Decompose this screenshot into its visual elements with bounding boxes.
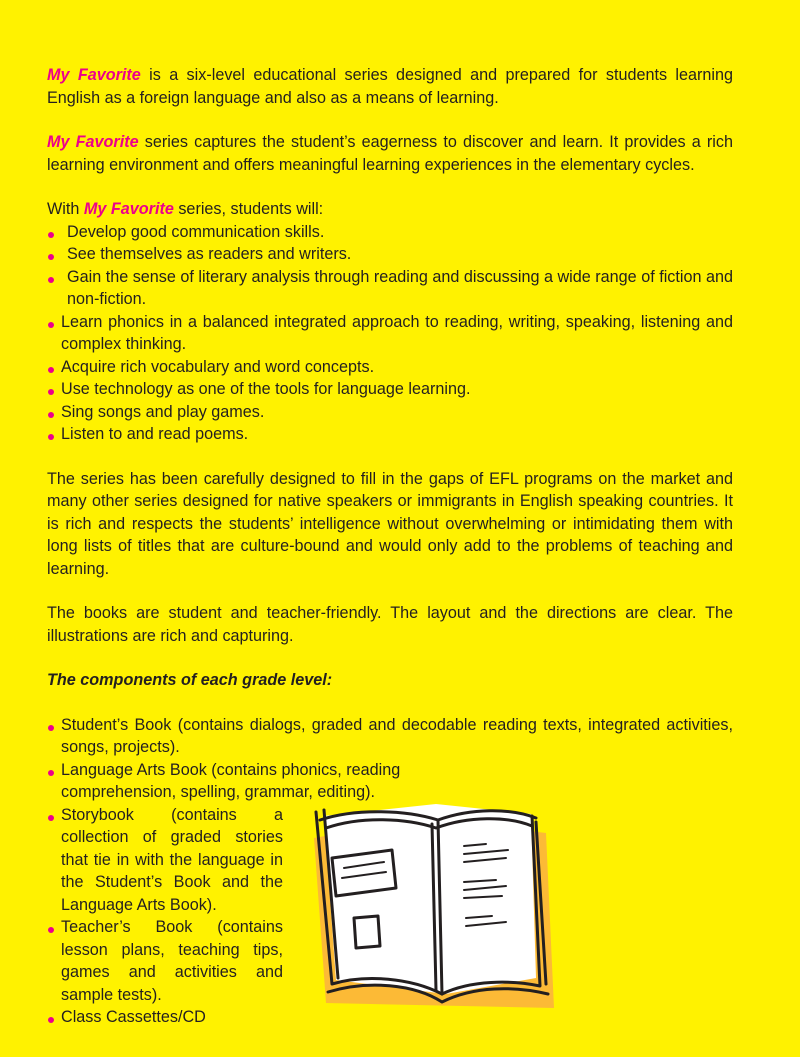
list-item bbox=[47, 759, 501, 804]
bullet-icon bbox=[48, 927, 54, 933]
list-item bbox=[47, 221, 733, 244]
bullet-icon bbox=[48, 232, 54, 238]
bullet-icon bbox=[48, 367, 54, 373]
open-book-illustration bbox=[296, 798, 556, 1018]
series-paragraph: The series has been carefully designed to fill in the gaps of EFL programs on the market and many other series designed for native speakers or immigrants in English speaking countries. It is rich and respects the students’ intelligence without overwhelming or intimidating them with long lists of titles that are culture-bound and would only add to the problems of teaching and learning. bbox=[47, 469, 733, 578]
bullet-icon bbox=[48, 725, 54, 731]
list-item-text: Listen to and read poems. bbox=[61, 425, 249, 443]
list-item bbox=[47, 356, 733, 379]
brand-name: My Favorite bbox=[83, 200, 174, 218]
list-item bbox=[47, 311, 733, 356]
list-item bbox=[47, 714, 733, 759]
benefits-intro bbox=[47, 198, 733, 221]
list-item-text: Class Cassettes/CD bbox=[61, 1008, 206, 1026]
brand-name: My Favorite bbox=[47, 133, 139, 151]
list-item bbox=[47, 916, 283, 1006]
bullet-icon bbox=[48, 254, 54, 260]
list-item bbox=[47, 266, 733, 311]
intro-paragraph-2 bbox=[47, 131, 733, 176]
brand-name: My Favorite bbox=[47, 66, 141, 84]
bullet-icon bbox=[48, 412, 54, 418]
list-item-text: See themselves as readers and writers. bbox=[67, 245, 352, 263]
list-item-text: Gain the sense of literary analysis through reading and discussing a wide range of fiction and non-fiction. bbox=[67, 267, 733, 308]
benefits-list bbox=[47, 221, 733, 446]
benefits-intro-prefix: With bbox=[47, 200, 84, 218]
list-item bbox=[47, 401, 733, 424]
intro-paragraph-2-text: series captures the student’s eagerness to discover and learn. It provides a rich learning environment and offers meaningful learning experiences in the elementary cycles. bbox=[47, 133, 733, 174]
list-item-text: Develop good communication skills. bbox=[67, 222, 325, 241]
list-item-text: Acquire rich vocabulary and word concepts. bbox=[61, 357, 375, 376]
books-paragraph: The books are student and teacher-friendly. The layout and the directions are clear. The illustrations are rich and capturing. bbox=[47, 604, 733, 645]
bullet-icon bbox=[48, 815, 54, 821]
bullet-icon bbox=[48, 434, 54, 440]
list-item-text: Teacher’s Book (contains lesson plans, teaching tips, games and activities and sample tests). bbox=[61, 918, 283, 1004]
bullet-icon bbox=[48, 277, 54, 283]
list-item-text: Sing songs and play games. bbox=[61, 402, 265, 421]
book-white-fill bbox=[324, 804, 536, 994]
list-item bbox=[47, 243, 733, 266]
intro-paragraph-1-text: is a six-level educational series designed and prepared for students learning English as a foreign language and also as a means of learning. bbox=[47, 66, 733, 107]
bullet-icon bbox=[48, 389, 54, 395]
intro-paragraph-1 bbox=[47, 64, 733, 109]
bullet-icon bbox=[48, 322, 54, 328]
bullet-icon bbox=[48, 770, 54, 776]
components-heading: The components of each grade level: bbox=[47, 671, 333, 689]
benefits-intro-suffix: series, students will: bbox=[173, 200, 324, 218]
list-item-text: Student’s Book (contains dialogs, graded and decodable reading texts, integrated activities, songs, projects). bbox=[61, 715, 733, 756]
bullet-icon bbox=[48, 1017, 54, 1023]
list-item-text: Use technology as one of the tools for language learning. bbox=[61, 380, 471, 398]
list-item bbox=[47, 378, 733, 401]
list-item bbox=[47, 804, 283, 917]
list-item-text: Language Arts Book (contains phonics, reading comprehension, spelling, grammar, editing). bbox=[61, 760, 401, 801]
list-item-text: Storybook (contains a collection of graded stories that tie in with the language in the Student’s Book and the Language Arts Book). bbox=[61, 805, 283, 914]
list-item bbox=[47, 1006, 283, 1029]
list-item-text: Learn phonics in a balanced integrated approach to reading, writing, speaking, listening and complex thinking. bbox=[61, 312, 733, 353]
list-item bbox=[47, 423, 733, 446]
